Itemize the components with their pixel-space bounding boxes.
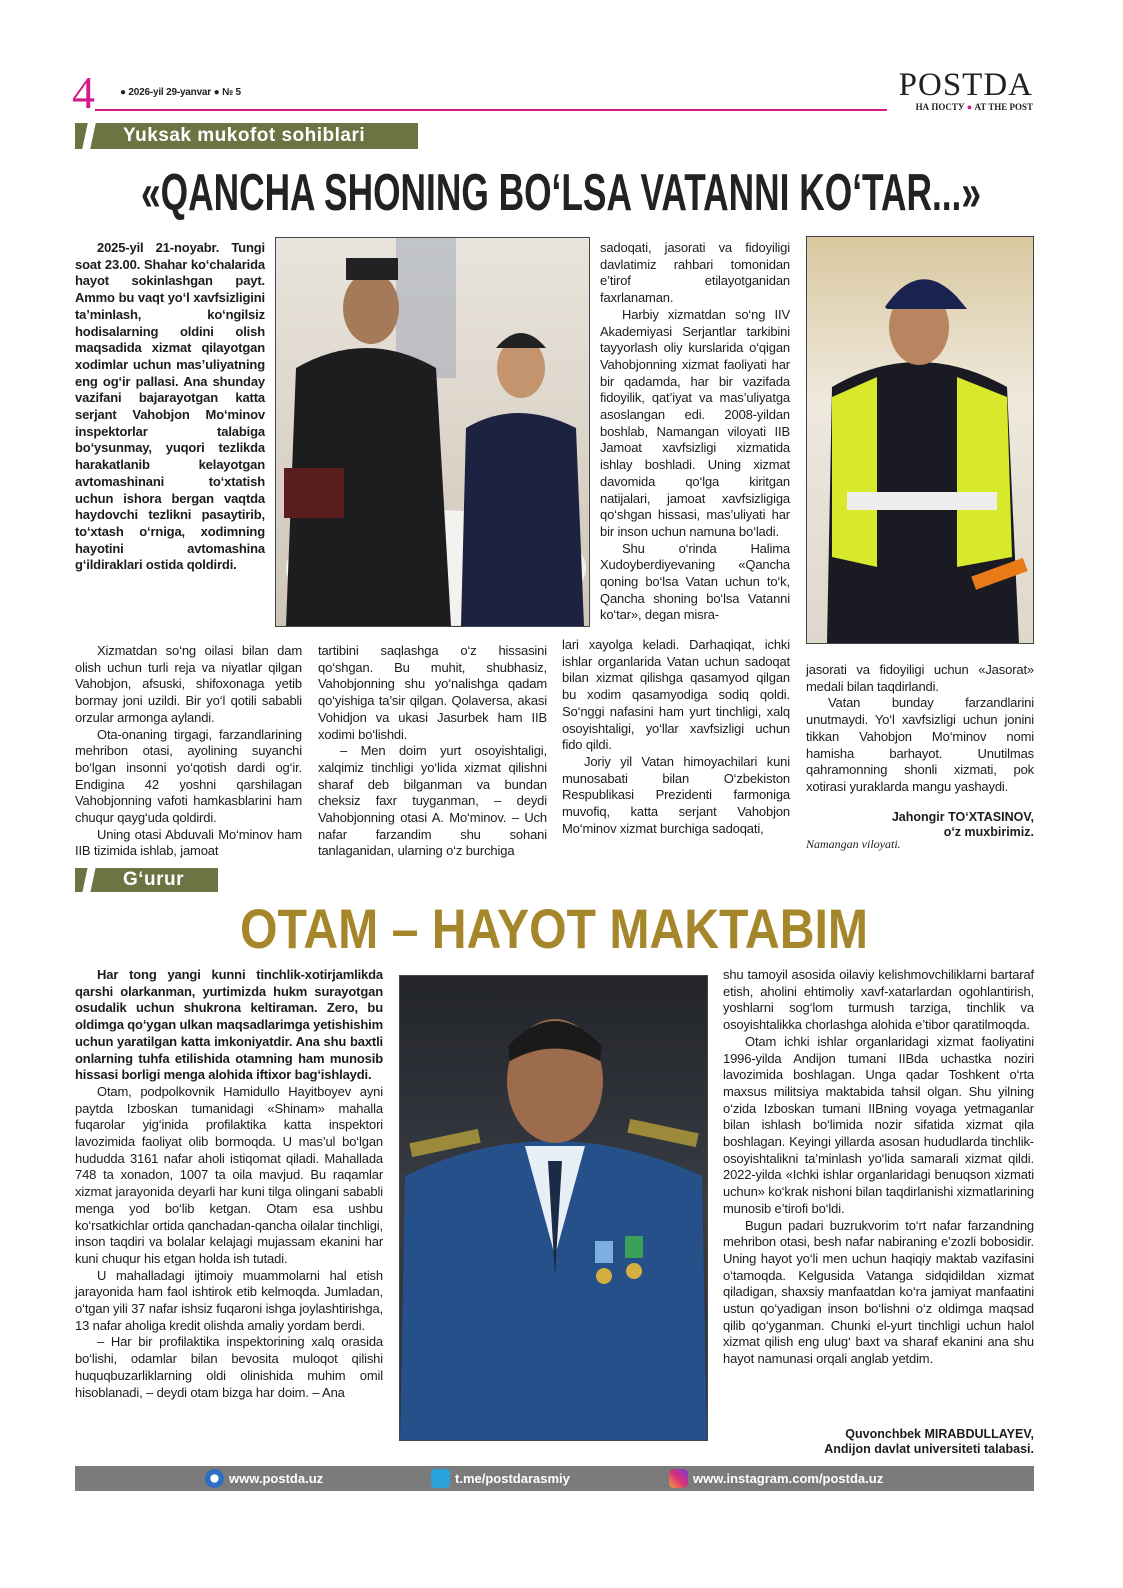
author-byline-2	[723, 1427, 1034, 1457]
issue-dateline: ● 2026-yil 29-yanvar ● № 5	[120, 87, 241, 98]
paragraph: – Har bir profilaktika inspektorining xalq orasida bo‘lishi, odamlar bilan bevosita muloqot qilishi huquqbuzarliklarning oldi olinishida muhim omil hisoblanadi, – deydi otam bizga har doim. – Ana	[75, 1334, 383, 1400]
brand-sub-en: AT THE POST	[974, 102, 1033, 112]
article-column-2	[318, 643, 547, 860]
photo-traffic-officer	[806, 236, 1034, 644]
rubric-label: G‘urur	[123, 869, 185, 890]
author-name: Jahongir TO‘XTASINOV,	[891, 810, 1034, 824]
telegram-icon	[431, 1469, 450, 1488]
headline-svg-2	[0, 898, 1123, 958]
author-byline	[806, 810, 1034, 840]
paragraph: Otam, podpolkovnik Hamidullo Hayitboyev ayni paytda Izboskan tumanidagi «Shinam» mahalla fuqarolar yig‘inida profilaktika katta inspektori lavozimida faoliyat olib bormoqda. U mas’ul bo‘lgan hududda 3161 nafar aholi istiqomat qiladi. Mahallada 748 ta xonadon, 1007 ta oila mavjud. Bu raqamlar xizmat jarayonida deyarli har kuni tilga olingani sababli menga yod bo‘lib ketgan. Otam esa ushbu ko‘rsatkichlar ortida qanchadan-qancha oilalar tinchligi, inson taqdiri va bolalar kelajagi mujassam ekanini har kuni chuqur his etgan holda ish tutadi.	[75, 1083, 383, 1266]
footer-website-link[interactable]	[205, 1469, 323, 1488]
photo-father-and-son	[275, 237, 590, 627]
author-location: Namangan viloyati.	[806, 837, 901, 851]
instagram-icon	[669, 1469, 688, 1488]
paragraph: sadoqati, jasorati va fidoyiligi davlatimiz rahbari tomonidan e’tirof etilayotganidan faxrlanaman.	[600, 240, 790, 306]
photo-officer-portrait-image	[400, 976, 707, 1440]
brand-sub-ru: НА ПОСТУ	[915, 102, 965, 112]
masthead	[888, 68, 1033, 112]
article2-lead: Har tong yangi kunni tinchlik-xotirjamlikda qarshi olarkanman, yurtimizda hukm surayotgan osudalik uchun shukrona keltiraman. Zero, bu oldimga qo‘ygan ulkan maqsadlarimga yetishishim uchun yaratilgan katta imkoniyatdir. Ana shu baxtli onlarning tuhfa etilishida otamning ham munosib hissasi borligi menga alohida iftixor bag‘ishlaydi.	[75, 967, 383, 1083]
paragraph: 2025-yil 21-noyabr. Tungi soat 23.00. Shahar ko‘chalarida hayot sokinlashgan payt. Ammo bu vaqt yo‘l xavfsizligini ta’minlash, ko‘ngilsiz hodisalarning oldini olish maqsadida xizmat qilayotgan xodimlar uchun mas’uliyatning eng og‘ir pallasi. Ana shunday vazifani bajarayotgan katta serjant Vahobjon Mo‘minov inspektorlar talabiga bo‘ysunmay, yuqori tezlikda harakatlanib kelayotgan avtomashinani to‘xtatish uchun ishora bergan vaqtda haydovchi tezlikni pasaytirib, to‘xtash o‘rniga, xodimning hayotini avtomashina g‘ildiraklari ostida qoldirdi.	[75, 240, 265, 573]
paragraph: Xizmatdan so‘ng oilasi bilan dam olish uchun turli reja va niyatlar qilgan Vahobjon, afsuski, shifoxonaga yetib bormay joni uzildi. Bir yo‘l qotili sababli orzular armonga aylandi.	[75, 643, 302, 725]
header-rule	[95, 109, 887, 111]
paragraph: Uning otasi Abduvali Mo‘minov ham IIB tizimida ishlab, jamoat	[75, 826, 302, 859]
website-url[interactable]: www.postda.uz	[229, 1471, 324, 1486]
author-role: Andijon davlat universiteti talabasi.	[824, 1442, 1034, 1456]
article-column-1	[75, 643, 302, 860]
headline-text: OTAM – HAYOT MAKTABIM	[240, 898, 868, 958]
article2-column-2	[723, 967, 1034, 1368]
article-headline-2	[0, 898, 1123, 958]
section-rubric	[75, 123, 418, 149]
author-role: o‘z muxbirimiz.	[943, 825, 1034, 839]
paragraph: Otam ichki ishlar organlaridagi xizmat faoliyatini 1996-yilda Andijon tumani IIBda uchastka noziri lavozimida boshlagan. Unga qadar Toshkent o‘rta maxsus militsiya maktabida tahsil olgan. Shu yilning o‘zida Izboskan tumani IIBning voyaga yetmaganlar bilan ishlash bo‘limida nozir sifatida xizmat qila boshlagan. Keyingi yillarda asosan hududlarda tinchlik-osoyishtalikni ta’minlash yo‘lida samarali xizmat qildi. 2022-yilda «Ichki ishlar organlaridagi benuqson xizmati uchun» ko‘krak nishoni bilan taqdirlanishi xizmatlarining munosib e’tirofi bo‘ldi.	[723, 1033, 1034, 1216]
paragraph: Vatan bunday farzandlarini unutmaydi. Yo‘l xavfsizligi uchun jonini tikkan Vahobjon Mo‘minov nomi hamisha barhayot. Unutilmas qahramonning shonli xizmati, pok xotirasi yuraklarda mangu yashaydi.	[806, 695, 1034, 794]
brand-subtitle	[888, 102, 1033, 112]
headline-svg	[0, 160, 1123, 220]
article-column-3-top	[600, 240, 790, 624]
photo-father-and-son-image	[276, 238, 589, 626]
paragraph: Ota-onaning tirgagi, farzandlarining mehribon otasi, ayolining suyanchi bo‘lgan insonni yo‘qotish dardi og‘ir. Endigina 42 yoshni qarshilagan Vahobjonning vafoti hamkasblarini ham chuqur qayg‘uda qoldirdi.	[75, 726, 302, 826]
page-number: 4	[72, 67, 95, 118]
telegram-url[interactable]: t.me/postdarasmiy	[455, 1471, 570, 1486]
paragraph: Joriy yil Vatan himoyachilari kuni munosabati bilan O‘zbekiston Respublikasi Prezidenti farmoniga muvofiq, katta serjant Vahobjon Mo‘minov xizmat burchiga sadoqati,	[562, 753, 790, 836]
paragraph: jasorati va fidoyiligi uchun «Jasorat» medali bilan taqdirlandi.	[806, 662, 1034, 694]
author-name: Quvonchbek MIRABDULLAYEV,	[845, 1427, 1034, 1441]
paragraph: tartibini saqlashga o‘z hissasini qo‘shgan. Bu muhit, shubhasiz, Vahobjonning shu yo‘nalishga qadam qo‘yishiga ta’sir qilgan. Qolaversa, akasi Vohidjon va ukasi Jasurbek ham IIB xodimi bo‘lishdi.	[318, 643, 547, 742]
paragraph: Harbiy xizmatdan so‘ng IIV Akademiyasi Serjantlar tarkibini tayyorlash oliy kurslarida o‘qigan Vahobjonning xizmat faoliyati har bir qadamda, har bir vazifada fidoyilik, qat’iyat va mas’uliyatga asoslangan edi. 2008-yildan boshlab, Namangan viloyati IIB Jamoat xavfsizligi xizmatida ishlay boshladi. Uning xizmat davomida qo‘lga kiritgan natijalari, jamoat xavfsizligiga qo‘shgan hissasi, mas’uliyati har bir inson uchun namuna bo‘ladi.	[600, 306, 790, 539]
paragraph: shu tamoyil asosida oilaviy kelishmovchiliklarni bartaraf etish, aholini ehtimoliy xavf-xatarlardan ogohlantirish, yoshlarni sog‘lom turmush tarziga, tinchlik va osoyishtalikka chorlashga alohida e’tibor qaratilmoqda.	[723, 967, 1034, 1033]
brand-sub-dot: ●	[966, 102, 973, 112]
paragraph: U mahalladagi ijtimoiy muammolarni hal etish jarayonida ham faol ishtirok etib kelmoqda. Jumladan, o‘tgan yili 37 nafar ishsiz fuqaroni ishga joylashtirishga, 13 nafar aholiga kredit olishda amaliy yordam berdi.	[75, 1267, 383, 1333]
footer-telegram-link[interactable]	[431, 1469, 570, 1488]
article-headline	[0, 160, 1123, 220]
footer-bar	[75, 1466, 1034, 1491]
paragraph: Shu o‘rinda Halima Xudoyberdiyevaning «Qancha qoning bo‘lsa Vatan uchun to‘k, Qancha shoning bo‘lsa Vatanni ko‘tar», degan misra-	[600, 540, 790, 623]
paragraph: Bugun padari buzrukvorim to‘rt nafar farzandning mehribon otasi, besh nafar nabiraning e’zozli bobosidir. Uning hayot yo‘li men uchun haqiqiy maktab vazifasini o‘tamoqda. Kelgusida Vatanga sidqidildan xizmat qiladigan, shaxsiy manfaatdan ko‘ra jamiyat manfaatini ustun qo‘yadigan inson bo‘lishni o‘z oldimga maqsad qilib qo‘yganman. Chunki el-yurt tinchligi uchun halol xizmat qilish eng ulug‘ baxt va sharaf ekanini ana shu hayot namunasi orqali anglab yetdim.	[723, 1217, 1034, 1367]
footer-instagram-link[interactable]	[669, 1469, 883, 1488]
photo-traffic-officer-image	[807, 237, 1033, 643]
article-column-3-bottom	[562, 637, 790, 837]
paragraph: – Men doim yurt osoyishtaligi, xalqimiz tinchligi yo‘lida xizmat qilishni sharaf deb bilganman va bundan cheksiz faxr tuyganman, – deydi Vahobjonning otasi A. Mo‘minov. – Uch nafar farzandim shu sohani tanlaganidan, ularning o‘z burchiga	[318, 743, 547, 859]
brand-name: POSTDA	[898, 67, 1033, 103]
article-column-4	[806, 662, 1034, 796]
headline-text: «QANCHA SHONING BO‘LSA VATANNI KO‘TAR...»	[141, 164, 981, 220]
section-rubric-2	[75, 868, 218, 892]
rubric-slash	[82, 123, 96, 149]
article2-column-1-body	[75, 1084, 383, 1401]
globe-icon	[205, 1469, 224, 1488]
article-lead	[75, 240, 265, 574]
rubric-label: Yuksak mukofot sohiblari	[123, 125, 366, 146]
paragraph: lari xayolga keladi. Darhaqiqat, ichki ishlar organlarida Vatan uchun sadoqat bilan xizmat qilishga qasamyod qilgan bu xodim qasamyodiga sodiq qoldi. So‘nggi nafasini ham yurt tinchligi, xalq osoyishtaligi, yo‘llar xavfsizligi uchun fido qildi.	[562, 637, 790, 753]
rubric-slash	[82, 868, 95, 892]
photo-officer-portrait	[399, 975, 708, 1441]
instagram-url[interactable]: www.instagram.com/postda.uz	[693, 1471, 884, 1486]
article2-column-1	[75, 967, 383, 1401]
